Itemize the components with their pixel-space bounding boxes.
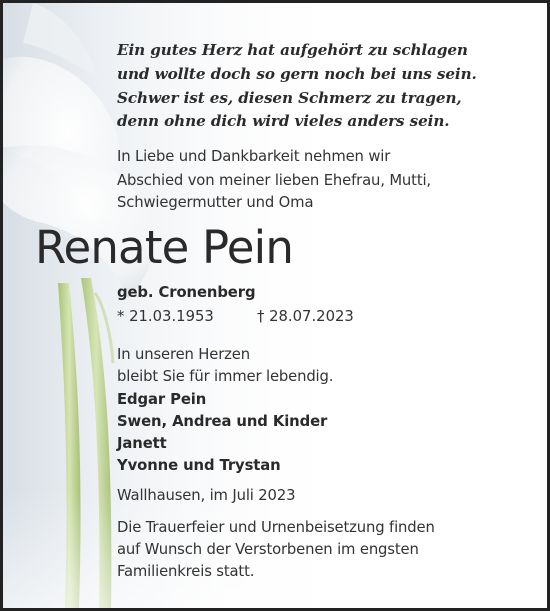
funeral-note-line: Familienkreis statt.: [117, 563, 255, 580]
mourner-name: Swen, Andrea und Kinder: [117, 413, 328, 430]
life-dates: [117, 308, 354, 325]
poem-line: und wollte doch so gern noch bei uns sein.: [117, 65, 477, 83]
memory-line: In unseren Herzen: [117, 346, 250, 363]
birth-date: * 21.03.1953: [117, 308, 214, 325]
birth-name: geb. Cronenberg: [117, 284, 256, 301]
intro-line: Schwiegermutter und Oma: [117, 194, 314, 211]
mourner-name: Edgar Pein: [117, 391, 207, 408]
poem-line: Schwer ist es, diesen Schmerz zu tragen,: [117, 89, 462, 107]
mourner-name: Yvonne und Trystan: [117, 457, 281, 474]
funeral-note-line: Die Trauerfeier und Urnenbeisetzung finden: [117, 519, 435, 536]
memory-line: bleibt Sie für immer lebendig.: [117, 368, 334, 385]
mourner-name: Janett: [117, 435, 167, 452]
poem-line: denn ohne dich wird vieles anders sein.: [117, 112, 450, 130]
funeral-note-line: auf Wunsch der Verstorbenen im engsten: [117, 541, 419, 558]
intro-line: In Liebe und Dankbarkeit nehmen wir: [117, 148, 391, 165]
intro-line: Abschied von meiner lieben Ehefrau, Mutti,: [117, 172, 431, 189]
death-date: † 28.07.2023: [257, 308, 354, 325]
place-date: Wallhausen, im Juli 2023: [117, 487, 296, 504]
deceased-name: Renate Pein: [35, 221, 294, 274]
poem-line: Ein gutes Herz hat aufgehört zu schlagen: [117, 41, 468, 59]
